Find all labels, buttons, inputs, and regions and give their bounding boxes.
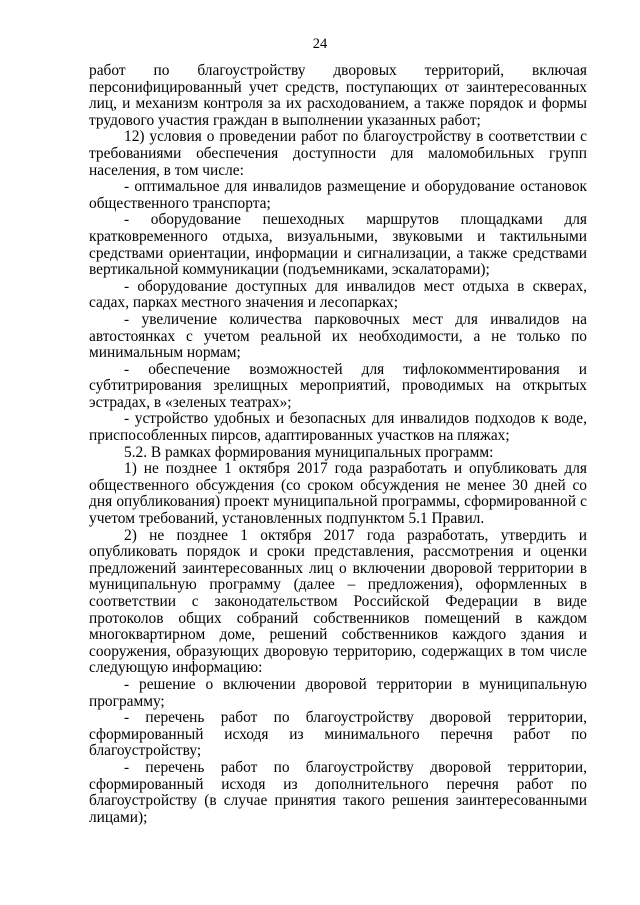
paragraph-item-1: 1) не позднее 1 октября 2017 года разработать и опубликовать для общественного обсуждения (со сроком обсуждения не менее 30 дней со дня опубликования) проект муниципальной программы, сформированной с учетом требований, установленных подпунктом 5.1 Правил.: [89, 460, 587, 528]
paragraph-continuation: работ по благоустройству дворовых территорий, включая персонифицированный учет средств, поступающих от заинтересованных лиц, и механизм контроля за их расходованием, а также порядок и формы трудового участия граждан в выполнении указанных работ;: [89, 62, 587, 129]
page-number: 24: [312, 36, 328, 52]
list-item: - оборудование доступных для инвалидов мест отдыха в скверах, садах, парках местного значения и лесопарках;: [89, 277, 587, 312]
paragraph-item-2: 2) не позднее 1 октября 2017 года разработать, утвердить и опубликовать порядок и сроки представления, рассмотрения и оценки предложений заинтересованных лиц о включении дворовой территории в муниципальную программу (далее – предложения), оформленных в соответствии с законодательством Российской Федерации в виде протоколов общих собраний собственников помещений в каждом многоквартирном доме, решений собственников каждого здания и сооружения, образующих дворовую территорию, содержащих в том числе следующую информацию:: [89, 526, 587, 677]
list-item: - перечень работ по благоустройству дворовой территории, сформированный исходя из минимального перечня работ по благоустройству;: [89, 709, 587, 760]
list-item: - оборудование пешеходных маршрутов площадками для кратковременного отдыха, визуальными, звуковыми и тактильными средствами ориентации, информации и сигнализации, а также средствами вертикальной коммуникации (подъемниками, эскалаторами);: [89, 211, 587, 279]
list-item: - обеспечение возможностей для тифлокомментирования и субтитрирования зрелищных мероприятий, проводимых на открытых эстрадах, в «зеленых театрах»;: [89, 360, 587, 411]
list-item: - устройство удобных и безопасных для инвалидов подходов к воде, приспособленных пирсов, адаптированных участков на пляжах;: [89, 410, 587, 445]
list-item: - решение о включении дворовой территории в муниципальную программу;: [89, 675, 587, 710]
list-item: - оптимальное для инвалидов размещение и оборудование остановок общественного транспорта;: [89, 178, 587, 212]
list-item: - увеличение количества парковочных мест для инвалидов на автостоянках с учетом реальной их необходимости, а не только по минимальным нормам;: [89, 310, 587, 362]
document-body: [89, 63, 587, 826]
paragraph-item-12: 12) условия о проведении работ по благоустройству в соответствии с требованиями обеспечения доступности для маломобильных групп населения, в том числе:: [89, 128, 587, 179]
section-heading-5-2: 5.2. В рамках формирования муниципальных программ:: [124, 443, 494, 461]
list-item: - перечень работ по благоустройству дворовой территории, сформированный исходя из дополнительного перечня работ по благоустройству (в случае принятия такого решения заинтересованными лицами);: [89, 758, 587, 826]
